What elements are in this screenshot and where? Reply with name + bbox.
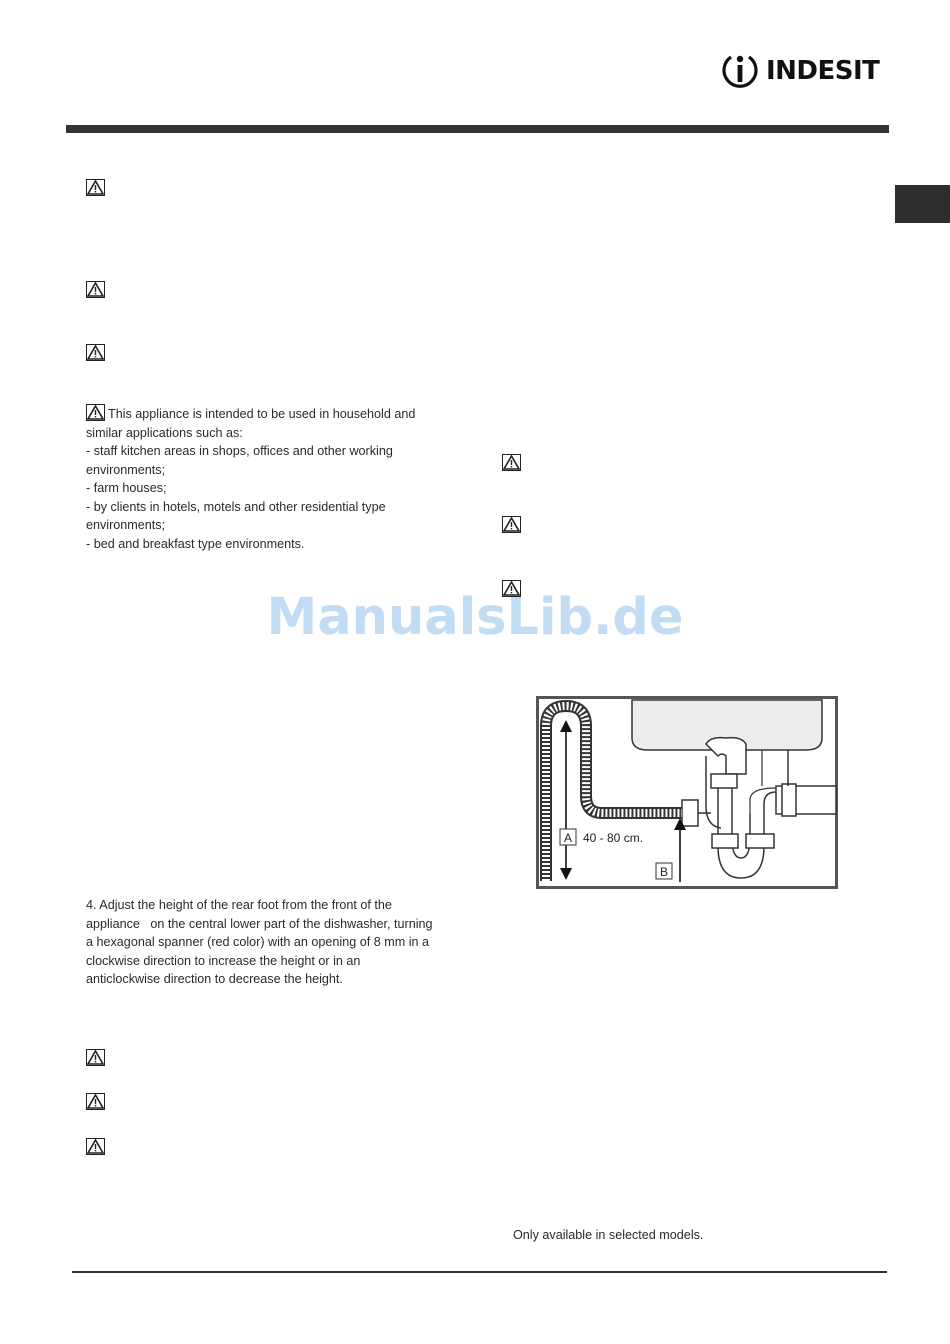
warning-triangle-icon	[86, 179, 105, 196]
rear-foot-instruction	[86, 896, 476, 989]
drain-hose-figure	[536, 696, 838, 889]
notice-text: This appliance is intended to be used in household and	[108, 407, 416, 421]
instruction-line-5: anticlockwise direction to decrease the height.	[86, 972, 343, 986]
height-range-label: 40 - 80 cm.	[583, 831, 644, 845]
notice-line-8: - bed and breakfast type environments.	[86, 536, 305, 551]
brand-name: INDESIT	[766, 56, 880, 86]
footer-rule	[72, 1271, 887, 1273]
warning-triangle-icon	[86, 281, 105, 298]
instruction-line-1: 4. Adjust the height of the rear foot from the front of the	[86, 898, 392, 912]
notice-line-2: similar applications such as:	[86, 425, 243, 440]
instruction-line-4: clockwise direction to increase the height or in an	[86, 953, 361, 968]
drain-installation-diagram	[536, 696, 838, 889]
warning-triangle-icon	[86, 1049, 105, 1066]
notice-line-1	[86, 404, 476, 424]
figure-label-a: A	[563, 831, 573, 845]
notice-line-7: environments;	[86, 518, 166, 532]
warning-triangle-icon	[86, 404, 105, 421]
warning-triangle-icon	[86, 344, 105, 361]
notice-line-6: - by clients in hotels, motels and other residential type	[86, 499, 386, 514]
section-tab	[895, 185, 950, 223]
brand-logo	[720, 50, 880, 92]
warning-triangle-icon	[502, 454, 521, 471]
warning-triangle-icon	[502, 516, 521, 533]
notice-line-3: - staff kitchen areas in shops, offices and other working	[86, 444, 393, 458]
warning-triangle-icon	[86, 1093, 105, 1110]
instruction-line-2: appliance on the central lower part of the dishwasher, turning	[86, 916, 433, 931]
header-rule	[66, 125, 889, 133]
figure-label-b: B	[659, 865, 669, 879]
watermark: ManualsLib.de	[266, 588, 684, 647]
warning-triangle-icon	[86, 1138, 105, 1155]
notice-line-4: environments;	[86, 462, 166, 477]
footnote: Only available in selected models.	[513, 1228, 704, 1242]
notice-line-5: - farm houses;	[86, 481, 167, 495]
indesit-i-logo-icon	[720, 52, 760, 90]
household-use-notice	[86, 404, 476, 553]
instruction-line-3: a hexagonal spanner (red color) with an opening of 8 mm in a	[86, 935, 430, 949]
